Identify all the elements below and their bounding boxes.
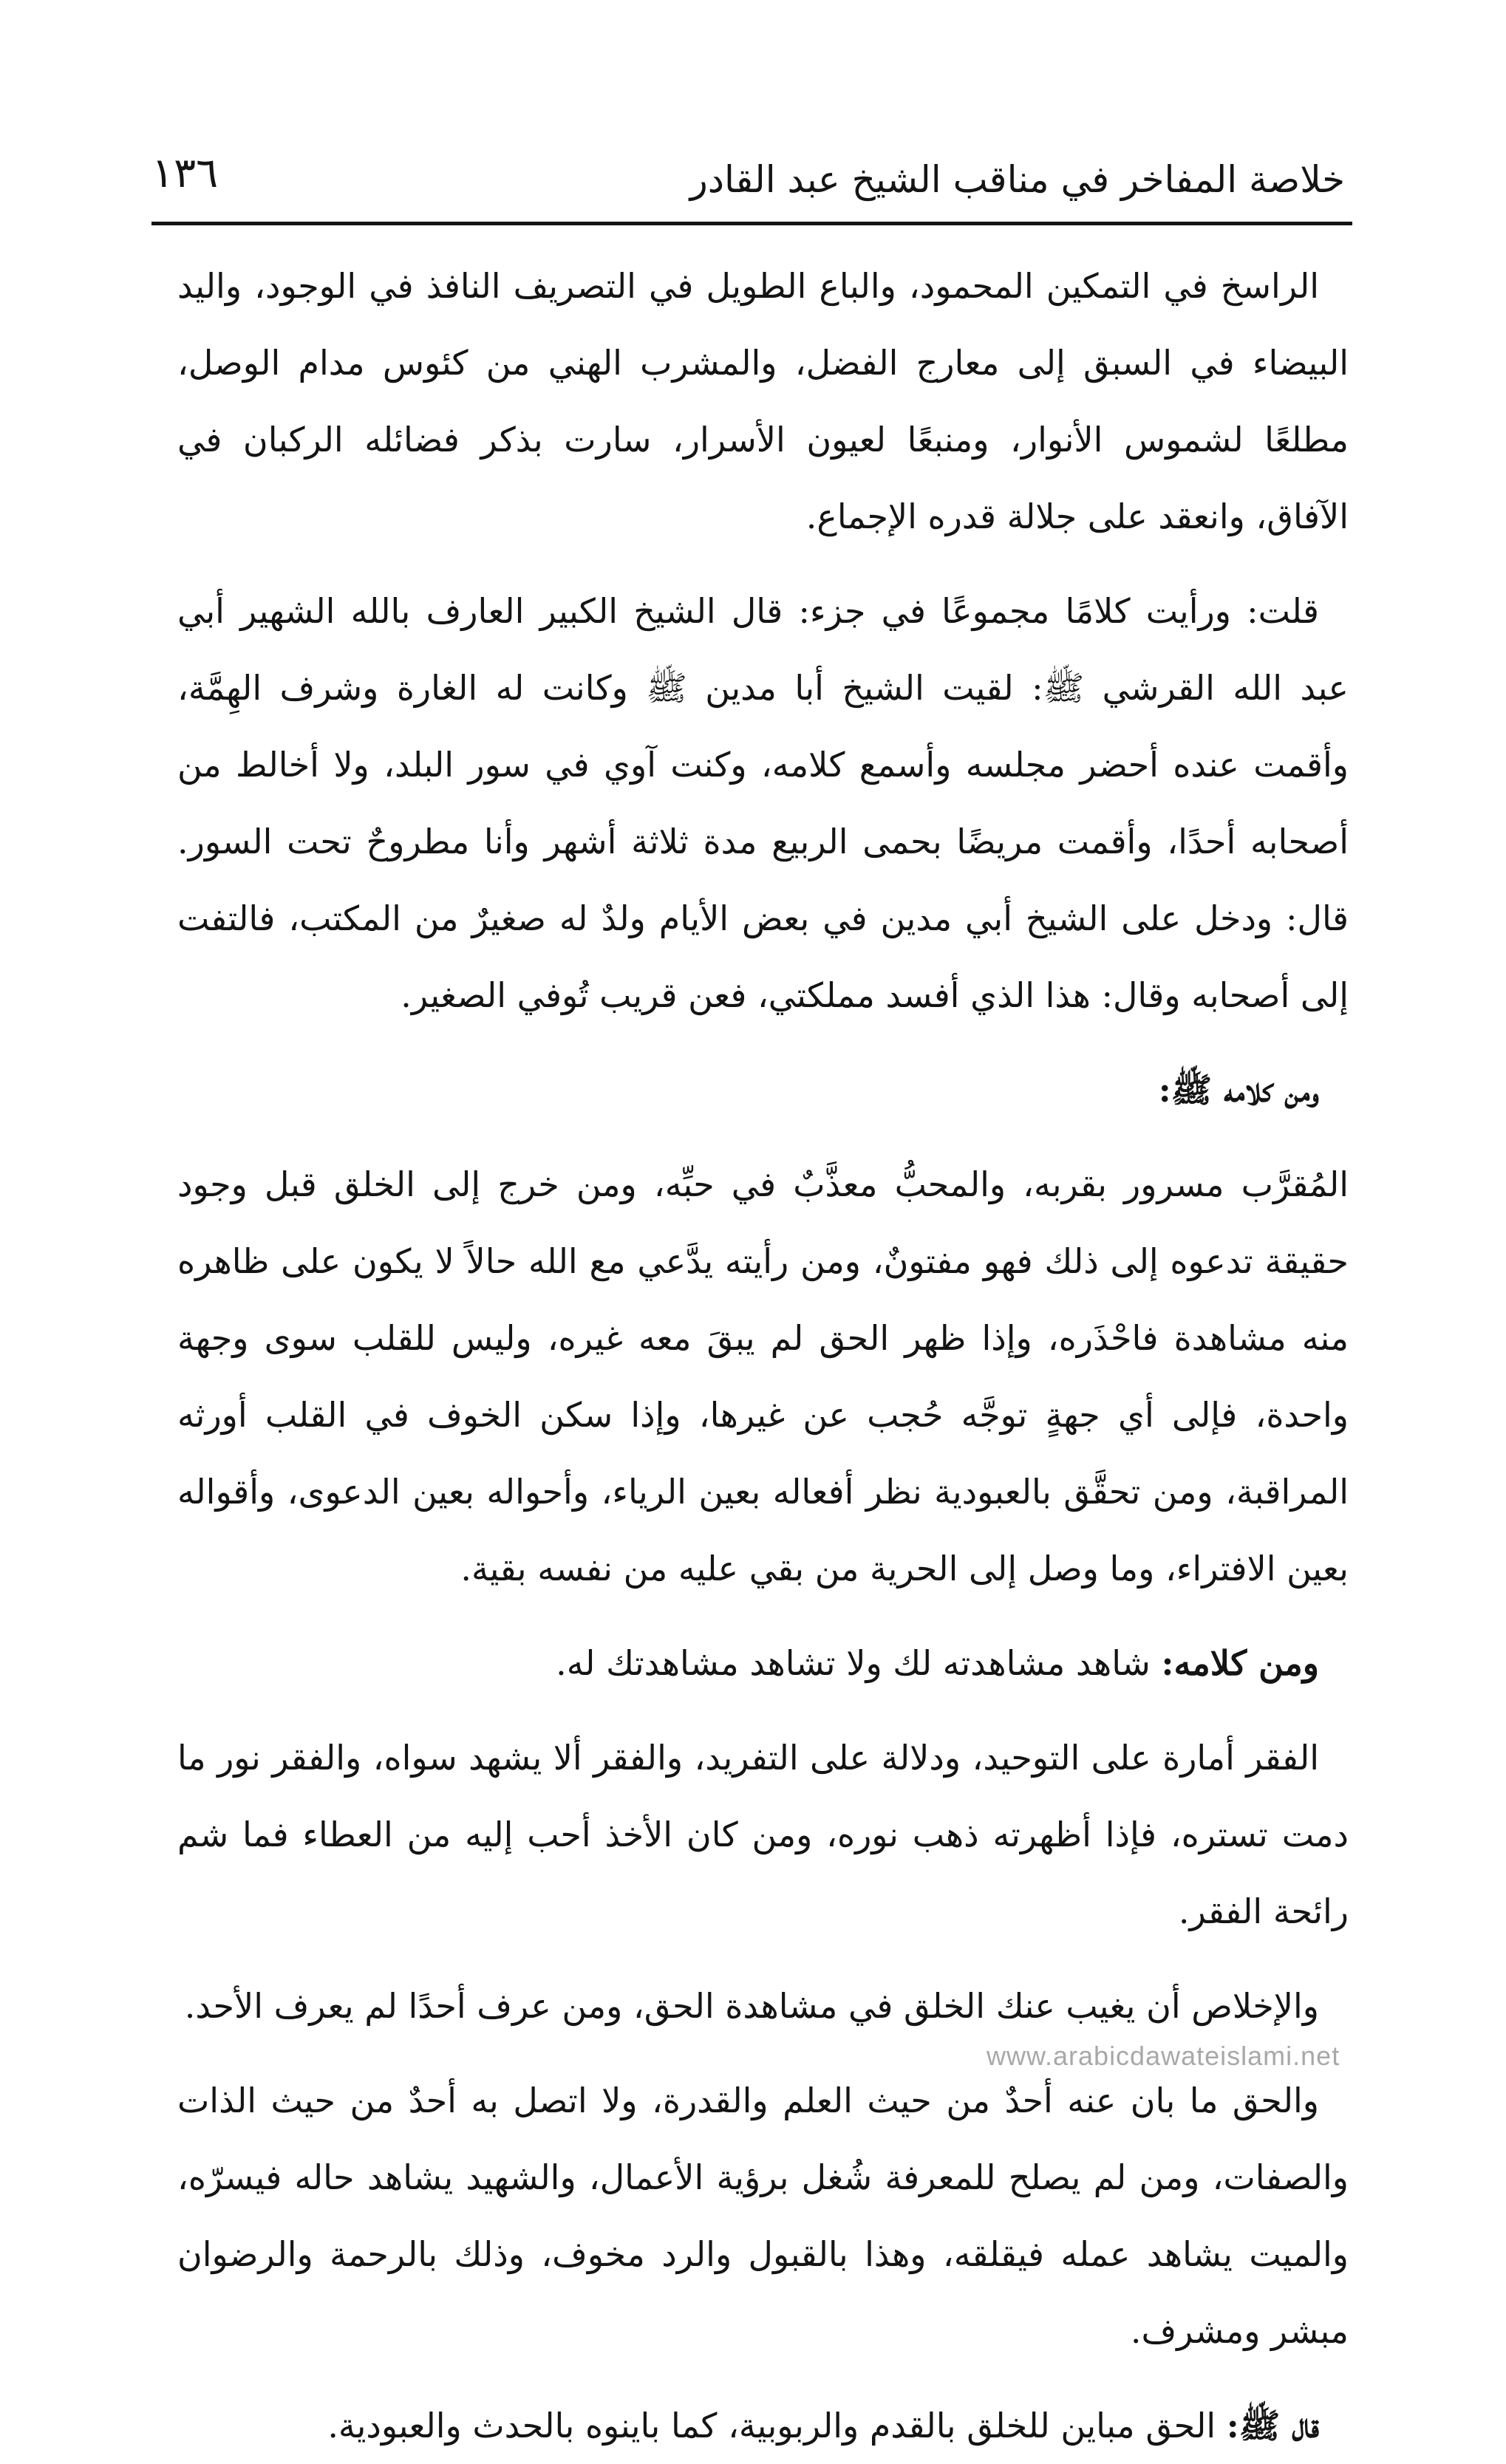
paragraph [177, 2387, 1349, 2464]
paragraph-text: الراسخ في التمكين المحمود، والباع الطويل في التصريف النافذ في الوجود، واليد البيضاء في السبق إلى معارج الفضل، والمشرب الهني من كئوس مدام الوصل، مطلعًا لشموس الأنوار، ومنبعًا لعيون الأسرار، سارت بذكر فضائله الركبان في الآفاق، وانعقد على جلالة قدره الإجماع. [177, 266, 1349, 536]
paragraph-lead: ومن كلامه ﷺ: [1158, 1070, 1319, 1110]
header-rule [151, 222, 1352, 225]
watermark-url: www.arabicdawateislami.net [987, 2041, 1340, 2071]
paragraph [177, 248, 1349, 555]
running-title: خلاصة المفاخر في مناقب الشيخ عبد القادر [689, 158, 1345, 201]
paragraph [177, 573, 1349, 1034]
section-heading [177, 1051, 1349, 1128]
paragraph-lead: ومن كلامه: [1161, 1643, 1319, 1683]
paragraph [177, 2062, 1349, 2369]
paragraph-text: المُقرَّب مسرور بقربه، والمحبُّ معذَّبٌ في حبِّه، ومن خرج إلى الخلق قبل وجود حقيقة تدعوه إلى ذلك فهو مفتونٌ، ومن رأيته يدَّعي مع الله حالاً لا يكون على ظاهره منه مشاهدة فاحْذَره، وإذا ظهر الحق لم يبقَ معه غيره، وليس للقلب سوى وجهة واحدة، فإلى أي جهةٍ توجَّه حُجب عن غيرها، وإذا سكن الخوف في القلب أورثه المراقبة، ومن تحقَّق بالعبودية نظر أفعاله بعين الرياء، وأحواله بعين الدعوى، وأقواله بعين الافتراء، وما وصل إلى الحرية من بقي عليه من نفسه بقية. [177, 1164, 1349, 1588]
paragraph-text: شاهد مشاهدته لك ولا تشاهد مشاهدتك له. [556, 1643, 1162, 1683]
paragraph [177, 1146, 1349, 1607]
page-number: ١٣٦ [151, 149, 219, 197]
body-text [177, 248, 1349, 2446]
paragraph-text: الفقر أمارة على التوحيد، ودلالة على التفريد، والفقر ألا يشهد سواه، والفقر نور ما دمت تستره، فإذا أظهرته ذهب نوره، ومن كان الأخذ أحب إليه من العطاء فما شم رائحة الفقر. [177, 1738, 1349, 1931]
paragraph-text: الحق مباين للخلق بالقدم والربوبية، كما باينوه بالحدث والعبودية. [327, 2406, 1227, 2446]
paragraph-text: والحق ما بان عنه أحدٌ من حيث العلم والقدرة، ولا اتصل به أحدٌ من حيث الذات والصفات، ومن لم يصلح للمعرفة شُغل برؤية الأعمال، والشهيد يشاهد حاله فيسرّه، والميت يشاهد عمله فيقلقه، وهذا بالقبول والرد مخوف، وذلك بالرحمة والرضوان مبشر ومشرف. [177, 2081, 1349, 2351]
paragraph-lead: قال ﷺ: [1226, 2406, 1319, 2446]
paragraph [177, 1968, 1349, 2044]
paragraph [177, 1719, 1349, 1950]
paragraph-text: قلت: ورأيت كلامًا مجموعًا في جزء: قال الشيخ الكبير العارف بالله الشهير أبي عبد الله القرشي ﷺ: لقيت الشيخ أبا مدين ﷺ وكانت له الغارة وشرف الهِمَّة، وأقمت عنده أحضر مجلسه وأسمع كلامه، وكنت آوي في سور البلد، ولا أخالط من أصحابه أحدًا، وأقمت مريضًا بحمى الربيع مدة ثلاثة أشهر وأنا مطروحٌ تحت السور. قال: ودخل على الشيخ أبي مدين في بعض الأيام ولدٌ له صغيرٌ من المكتب، فالتفت إلى أصحابه وقال: هذا الذي أفسد مملكتي، فعن قريب تُوفي الصغير. [177, 591, 1349, 1015]
paragraph-text: والإخلاص أن يغيب عنك الخلق في مشاهدة الحق، ومن عرف أحدًا لم يعرف الأحد. [184, 1986, 1319, 2026]
paragraph [177, 1625, 1349, 1702]
page-header [151, 148, 1352, 219]
